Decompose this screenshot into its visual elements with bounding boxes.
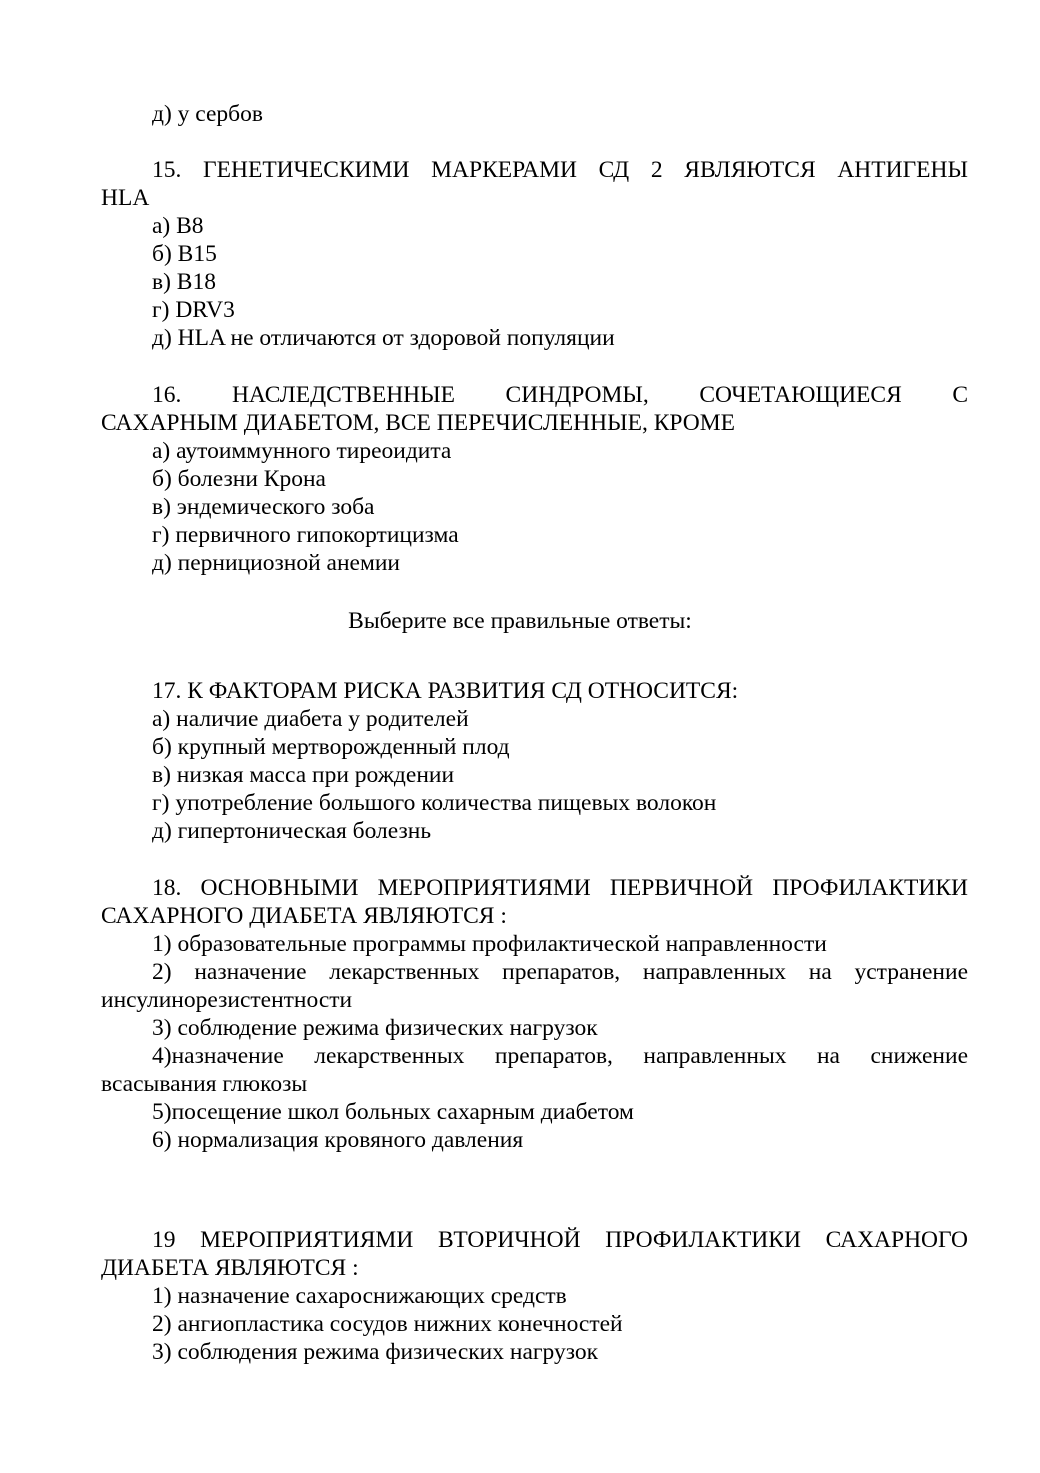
question-18-option-4-cont: всасывания глюкозы (101, 1071, 308, 1097)
question-17-option-d: г) употребление большого количества пищевых волокон (152, 790, 717, 816)
question-17-option-a: а) наличие диабета у родителей (152, 706, 469, 732)
question-15-title: 15. ГЕНЕТИЧЕСКИМИ МАРКЕРАМИ СД 2 ЯВЛЯЮТСЯ АНТИГЕНЫ (152, 157, 968, 183)
question-19-option-3: 3) соблюдения режима физических нагрузок (152, 1339, 599, 1365)
question-18-option-2: 2) назначение лекарственных препаратов, направленных на устранение (152, 959, 968, 985)
question-16-option-b: б) болезни Крона (152, 466, 326, 492)
question-18-option-1: 1) образовательные программы профилактической направленности (152, 931, 827, 957)
question-19-option-2: 2) ангиопластика сосудов нижних конечностей (152, 1311, 623, 1337)
question-16-title: 16. НАСЛЕДСТВЕННЫЕ СИНДРОМЫ, СОЧЕТАЮЩИЕСЯ С (152, 382, 968, 408)
question-18-title-cont: САХАРНОГО ДИАБЕТА ЯВЛЯЮТСЯ : (101, 903, 507, 929)
section-instruction: Выберите все правильные ответы: (348, 608, 692, 634)
question-18-title: 18. ОСНОВНЫМИ МЕРОПРИЯТИЯМИ ПЕРВИЧНОЙ ПРОФИЛАКТИКИ (152, 875, 968, 901)
question-17-option-b: б) крупный мертворожденный плод (152, 734, 510, 760)
question-18-option-5: 5)посещение школ больных сахарным диабетом (152, 1099, 634, 1125)
previous-answer-option: д) у сербов (152, 101, 263, 127)
question-15-option-e: д) HLA не отличаются от здоровой популяции (152, 325, 615, 351)
question-16-title-cont: САХАРНЫМ ДИАБЕТОМ, ВСЕ ПЕРЕЧИСЛЕННЫЕ, КРОМЕ (101, 410, 735, 436)
question-16-option-c: в) эндемического зоба (152, 494, 375, 520)
question-18-option-2-cont: инсулинорезистентности (101, 987, 353, 1013)
question-15-option-b: б) В15 (152, 241, 217, 267)
question-19-title-cont: ДИАБЕТА ЯВЛЯЮТСЯ : (101, 1255, 359, 1281)
question-19-title: 19 МЕРОПРИЯТИЯМИ ВТОРИЧНОЙ ПРОФИЛАКТИКИ САХАРНОГО (152, 1227, 968, 1253)
question-17-title: 17. К ФАКТОРАМ РИСКА РАЗВИТИЯ СД ОТНОСИТСЯ: (152, 678, 739, 704)
question-16-option-a: а) аутоиммунного тиреоидита (152, 438, 452, 464)
question-15-title-cont: HLA (101, 185, 150, 211)
question-18-option-6: 6) нормализация кровяного давления (152, 1127, 524, 1153)
question-17-option-c: в) низкая масса при рождении (152, 762, 455, 788)
question-15-option-d: г) DRV3 (152, 297, 235, 323)
question-15-option-a: а) В8 (152, 213, 204, 239)
question-19-option-1: 1) назначение сахароснижающих средств (152, 1283, 567, 1309)
question-17-option-e: д) гипертоническая болезнь (152, 818, 432, 844)
question-18-option-4: 4)назначение лекарственных препаратов, направленных на снижение (152, 1043, 968, 1069)
question-15-option-c: в) В18 (152, 269, 216, 295)
question-18-option-3: 3) соблюдение режима физических нагрузок (152, 1015, 598, 1041)
question-16-option-d: г) первичного гипокортицизма (152, 522, 459, 548)
question-16-option-e: д) пернициозной анемии (152, 550, 400, 576)
